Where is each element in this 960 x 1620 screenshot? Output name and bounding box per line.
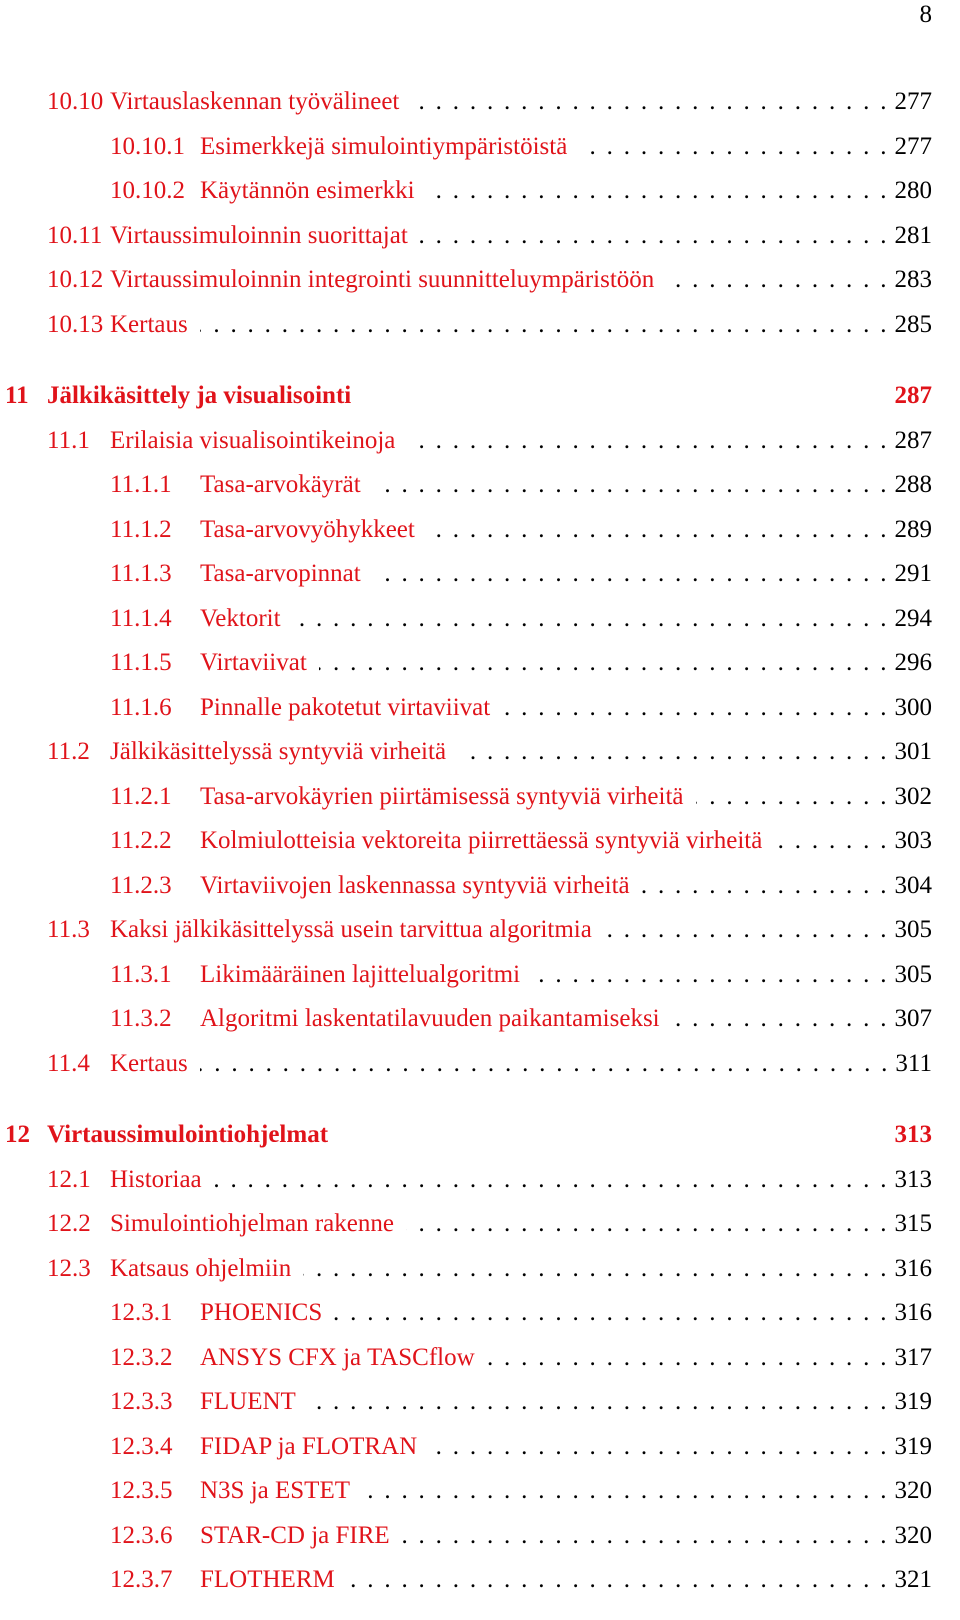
toc-entry-title[interactable]: Tasa-arvovyöhykkeet xyxy=(200,515,415,543)
toc-entry-number[interactable]: 12.3.2 xyxy=(110,1343,173,1371)
toc-entry-number[interactable]: 11.1.5 xyxy=(110,649,172,676)
toc-subsection[interactable] xyxy=(0,686,960,731)
toc-section[interactable] xyxy=(0,1247,960,1292)
toc-entry-number[interactable]: 11.2 xyxy=(47,738,90,765)
toc-chapter[interactable] xyxy=(0,374,960,419)
toc-entry-title[interactable]: Kertaus xyxy=(110,310,188,338)
toc-leader-dots xyxy=(458,730,886,775)
toc-entry-page[interactable]: 315 xyxy=(894,1210,932,1237)
toc-entry-title[interactable]: Jälkikäsittely ja visualisointi xyxy=(47,382,352,409)
toc-leader-dots xyxy=(532,953,886,998)
toc-entry-title[interactable]: Virtaussimuloinnin integrointi suunnitteluympäristöön xyxy=(110,266,655,293)
toc-leader-dots xyxy=(407,419,886,464)
toc-section[interactable] xyxy=(0,303,960,348)
toc-entry-page[interactable]: 320 xyxy=(894,1477,932,1504)
toc-entry-page[interactable]: 280 xyxy=(894,177,932,204)
toc-section[interactable] xyxy=(0,1042,960,1087)
toc-entry-number[interactable]: 11.3.2 xyxy=(110,1005,172,1032)
toc-subsection[interactable] xyxy=(0,552,960,597)
toc-subsection[interactable] xyxy=(0,1514,960,1559)
toc-entry-number[interactable]: 12.3.7 xyxy=(110,1566,173,1593)
toc-entry-number[interactable]: 12.3.6 xyxy=(110,1521,173,1549)
table-of-contents xyxy=(0,80,960,1603)
toc-leader-dots xyxy=(334,1291,886,1336)
toc-subsection[interactable] xyxy=(0,997,960,1042)
toc-entry-page[interactable]: 283 xyxy=(894,266,932,293)
toc-entry-title[interactable]: Tasa-arvopinnat xyxy=(200,560,361,587)
toc-entry-page[interactable]: 287 xyxy=(894,426,932,454)
toc-entry-page[interactable]: 319 xyxy=(894,1432,932,1460)
toc-entry-title[interactable]: Tasa-arvokäyrät xyxy=(200,471,361,498)
toc-entry-page[interactable]: 294 xyxy=(894,604,932,632)
toc-entry-number[interactable]: 11.2.3 xyxy=(110,871,172,899)
toc-entry-page[interactable]: 301 xyxy=(894,738,932,765)
toc-subsection[interactable] xyxy=(0,864,960,909)
toc-leader-dots xyxy=(672,997,887,1042)
toc-entry-page[interactable]: 311 xyxy=(895,1049,932,1077)
toc-subsection[interactable] xyxy=(0,508,960,553)
toc-entry-title[interactable]: Kaksi jälkikäsittelyssä usein tarvittua algoritmia xyxy=(110,916,592,943)
toc-entry-page[interactable]: 281 xyxy=(894,221,932,249)
toc-entry-page[interactable]: 289 xyxy=(894,515,932,543)
toc-entry-number[interactable]: 11.1.3 xyxy=(110,560,172,587)
toc-entry-number[interactable]: 12.1 xyxy=(47,1165,91,1193)
toc-leader-dots xyxy=(579,125,886,170)
toc-entry-page[interactable]: 296 xyxy=(894,649,932,676)
toc-entry-number[interactable]: 10.13 xyxy=(47,310,104,338)
toc-entry-page[interactable]: 305 xyxy=(894,960,932,988)
toc-section[interactable] xyxy=(0,214,960,259)
toc-entry-title[interactable]: Virtaussimuloinnin suorittajat xyxy=(110,221,408,249)
toc-entry-title[interactable]: FLOTHERM xyxy=(200,1566,335,1593)
toc-entry-title[interactable]: Tasa-arvokäyrien piirtämisessä syntyviä virheitä xyxy=(200,782,684,810)
toc-entry-number[interactable]: 11.3 xyxy=(47,916,90,943)
toc-subsection[interactable] xyxy=(0,1380,960,1425)
toc-section[interactable] xyxy=(0,730,960,775)
toc-entry-page[interactable]: 288 xyxy=(894,471,932,498)
toc-entry-page[interactable]: 313 xyxy=(894,1165,932,1193)
toc-leader-dots xyxy=(420,214,887,259)
toc-entry-page[interactable]: 317 xyxy=(894,1343,932,1371)
toc-subsection[interactable] xyxy=(0,1291,960,1336)
toc-entry-page[interactable]: 319 xyxy=(894,1388,932,1415)
toc-entry-title[interactable]: FLUENT xyxy=(200,1388,296,1415)
toc-leader-dots xyxy=(411,80,886,125)
toc-leader-dots xyxy=(774,819,886,864)
toc-entry-title[interactable]: Virtauslaskennan työvälineet xyxy=(110,88,400,115)
toc-entry-number[interactable]: 10.10.2 xyxy=(110,177,185,204)
toc-entry-title[interactable]: Likimääräinen lajittelualgoritmi xyxy=(200,960,521,988)
toc-leader-dots xyxy=(200,303,887,348)
toc-leader-dots xyxy=(362,1469,887,1514)
toc-entry-number[interactable]: 10.10 xyxy=(47,88,104,115)
toc-leader-dots xyxy=(429,1425,886,1470)
toc-leader-dots xyxy=(666,258,886,303)
toc-entry-title[interactable]: Erilaisia visualisointikeinoja xyxy=(110,426,396,454)
toc-entry-page[interactable]: 320 xyxy=(894,1521,932,1549)
toc-subsection[interactable] xyxy=(0,1558,960,1603)
toc-entry-number[interactable]: 12.3.1 xyxy=(110,1299,173,1326)
toc-section[interactable] xyxy=(0,80,960,125)
toc-entry-title[interactable]: Algoritmi laskentatilavuuden paikantamiseksi xyxy=(200,1005,660,1032)
toc-section[interactable] xyxy=(0,1158,960,1203)
toc-subsection[interactable] xyxy=(0,1425,960,1470)
toc-entry-title[interactable]: Kertaus xyxy=(110,1049,188,1077)
toc-subsection[interactable] xyxy=(0,953,960,998)
toc-leader-dots xyxy=(319,641,887,686)
toc-entry-title[interactable]: Vektorit xyxy=(200,604,281,632)
toc-subsection[interactable] xyxy=(0,169,960,214)
toc-entry-page[interactable]: 300 xyxy=(894,693,932,721)
toc-leader-dots xyxy=(427,169,887,214)
toc-section[interactable] xyxy=(0,419,960,464)
toc-leader-dots xyxy=(200,1042,888,1087)
toc-entry-number[interactable]: 12 xyxy=(5,1121,30,1148)
toc-subsection[interactable] xyxy=(0,125,960,170)
toc-chapter[interactable] xyxy=(0,1113,960,1158)
toc-entry-number[interactable]: 11.4 xyxy=(47,1049,90,1077)
toc-entry-page[interactable]: 305 xyxy=(894,916,932,943)
toc-entry-page[interactable]: 277 xyxy=(894,88,932,115)
toc-entry-title[interactable]: Käytännön esimerkki xyxy=(200,177,415,204)
toc-leader-dots xyxy=(347,1558,887,1603)
toc-leader-dots xyxy=(214,1158,887,1203)
toc-entry-number[interactable]: 11.3.1 xyxy=(110,960,172,988)
toc-entry-number[interactable]: 11.1.6 xyxy=(110,693,172,721)
toc-entry-title[interactable]: Pinnalle pakotetut virtaviivat xyxy=(200,693,491,721)
toc-entry-title[interactable]: Historiaa xyxy=(110,1165,202,1193)
toc-entry-page[interactable]: 302 xyxy=(894,782,932,810)
toc-entry-number[interactable]: 11.1 xyxy=(47,426,90,454)
toc-subsection[interactable] xyxy=(0,641,960,686)
toc-subsection[interactable] xyxy=(0,819,960,864)
toc-subsection[interactable] xyxy=(0,463,960,508)
toc-entry-number[interactable]: 12.2 xyxy=(47,1210,91,1237)
toc-leader-dots xyxy=(373,552,887,597)
toc-entry-number[interactable]: 12.3 xyxy=(47,1254,91,1282)
toc-entry-title[interactable]: Virtaussimulointiohjelmat xyxy=(47,1121,329,1148)
toc-leader-dots xyxy=(427,508,887,553)
toc-leader-dots xyxy=(308,1380,887,1425)
toc-entry-title[interactable]: Virtaviivojen laskennassa syntyviä virheitä xyxy=(200,871,630,899)
toc-entry-page[interactable]: 287 xyxy=(894,382,932,409)
toc-leader-dots xyxy=(604,908,887,953)
toc-entry-number[interactable]: 11.1.2 xyxy=(110,515,172,543)
toc-entry-title[interactable]: ANSYS CFX ja TASCflow xyxy=(200,1343,475,1371)
toc-entry-number[interactable]: 11 xyxy=(5,382,29,409)
toc-leader-dots xyxy=(402,1514,887,1559)
toc-entry-page[interactable]: 291 xyxy=(894,560,932,587)
toc-section[interactable] xyxy=(0,1202,960,1247)
toc-leader-dots xyxy=(502,686,886,731)
toc-section[interactable] xyxy=(0,258,960,303)
toc-entry-number[interactable]: 11.1.1 xyxy=(110,471,172,498)
toc-subsection[interactable] xyxy=(0,1469,960,1514)
toc-subsection[interactable] xyxy=(0,1336,960,1381)
toc-entry-title[interactable]: STAR-CD ja FIRE xyxy=(200,1521,390,1549)
toc-entry-number[interactable]: 11.2.2 xyxy=(110,827,172,854)
toc-entry-page[interactable]: 303 xyxy=(894,827,932,854)
toc-entry-title[interactable]: Esimerkkejä simulointiympäristöistä xyxy=(200,132,568,160)
toc-entry-page[interactable]: 321 xyxy=(894,1566,932,1593)
toc-entry-title[interactable]: Simulointiohjelman rakenne xyxy=(110,1210,394,1237)
toc-entry-number[interactable]: 10.12 xyxy=(47,266,104,293)
toc-leader-dots xyxy=(642,864,887,909)
toc-leader-dots xyxy=(696,775,887,820)
toc-entry-page[interactable]: 304 xyxy=(894,871,932,899)
toc-subsection[interactable] xyxy=(0,775,960,820)
toc-entry-number[interactable]: 11.2.1 xyxy=(110,782,172,810)
toc-entry-title[interactable]: Kolmiulotteisia vektoreita piirrettäessä syntyviä virheitä xyxy=(200,827,763,854)
toc-leader-dots xyxy=(303,1247,886,1292)
toc-leader-dots xyxy=(373,463,887,508)
toc-entry-title[interactable]: Katsaus ohjelmiin xyxy=(110,1254,292,1282)
toc-entry-number[interactable]: 11.1.4 xyxy=(110,604,172,632)
toc-leader-dots xyxy=(293,597,887,642)
toc-subsection[interactable] xyxy=(0,597,960,642)
toc-entry-page[interactable]: 316 xyxy=(894,1254,932,1282)
toc-entry-page[interactable]: 277 xyxy=(894,132,932,160)
page-number: 8 xyxy=(919,1,932,28)
toc-leader-dots xyxy=(487,1336,887,1381)
toc-entry-number[interactable]: 12.3.5 xyxy=(110,1477,173,1504)
toc-entry-number[interactable]: 12.3.4 xyxy=(110,1432,173,1460)
toc-entry-title[interactable]: Virtaviivat xyxy=(200,649,307,676)
toc-leader-dots xyxy=(406,1202,887,1247)
toc-entry-page[interactable]: 316 xyxy=(894,1299,932,1326)
toc-entry-title[interactable]: PHOENICS xyxy=(200,1299,323,1326)
toc-entry-number[interactable]: 10.11 xyxy=(47,221,103,249)
toc-entry-number[interactable]: 12.3.3 xyxy=(110,1388,173,1415)
toc-section[interactable] xyxy=(0,908,960,953)
toc-entry-page[interactable]: 307 xyxy=(894,1005,932,1032)
toc-entry-title[interactable]: FIDAP ja FLOTRAN xyxy=(200,1432,418,1460)
toc-entry-page[interactable]: 285 xyxy=(894,310,932,338)
toc-entry-number[interactable]: 10.10.1 xyxy=(110,132,185,160)
toc-entry-page[interactable]: 313 xyxy=(894,1121,932,1148)
toc-entry-title[interactable]: N3S ja ESTET xyxy=(200,1477,350,1504)
toc-entry-title[interactable]: Jälkikäsittelyssä syntyviä virheitä xyxy=(110,738,447,765)
